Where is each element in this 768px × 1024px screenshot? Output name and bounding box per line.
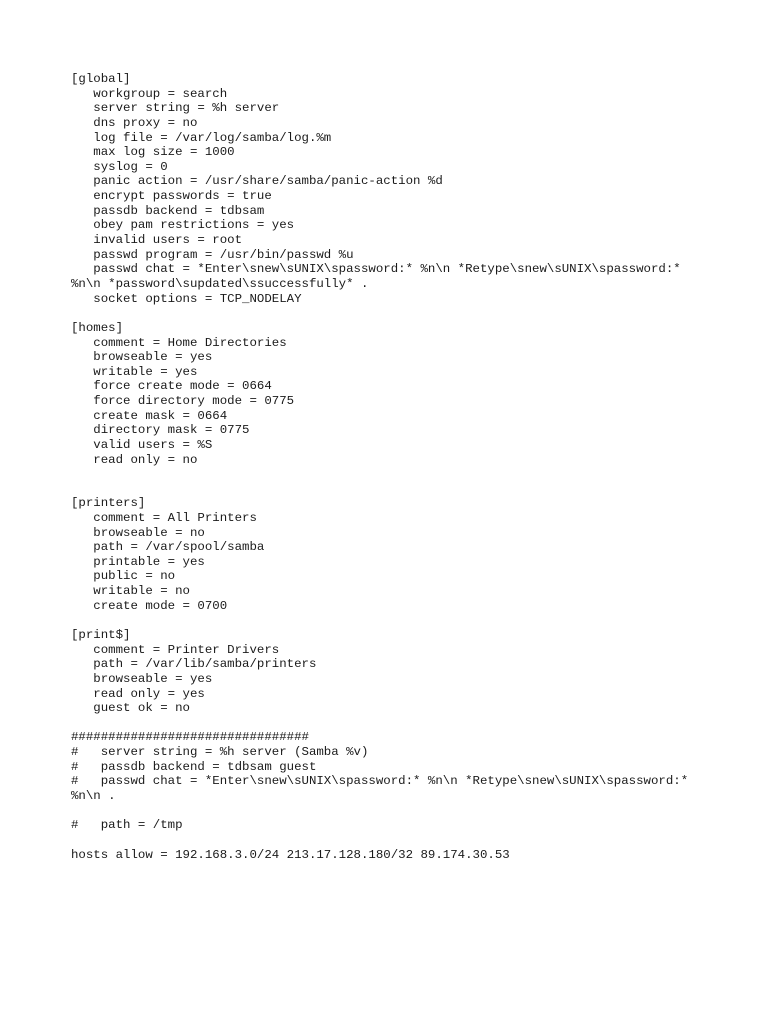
config-line-path: path = /var/spool/samba — [71, 540, 265, 555]
config-line-directory-mask: directory mask = 0775 — [71, 423, 250, 438]
config-line-writable: writable = no — [71, 584, 190, 599]
config-line-encrypt-passwords: encrypt passwords = true — [71, 189, 272, 204]
blank-line — [71, 613, 751, 628]
config-line-writable: writable = yes — [71, 364, 198, 379]
config-line-log-file: log file = /var/log/samba/log.%m — [71, 130, 332, 145]
config-line-comment: comment = Home Directories — [71, 335, 287, 350]
section-homes-header: [homes] — [71, 320, 124, 335]
config-document — [71, 72, 751, 862]
config-line-panic-action: panic action = /usr/share/samba/panic-action %d — [71, 174, 443, 189]
config-line-valid-users: valid users = %S — [71, 438, 213, 453]
config-line-syslog: syslog = 0 — [71, 159, 168, 174]
config-line-force-create-mode: force create mode = 0664 — [71, 379, 272, 394]
config-line-read-only: read only = yes — [71, 686, 205, 701]
config-line-dns-proxy: dns proxy = no — [71, 115, 198, 130]
comment-separator: ################################ — [71, 730, 309, 745]
section-print-drivers-header: [print$] — [71, 628, 131, 642]
comment-line-server-string: # server string = %h server (Samba %v) — [71, 745, 369, 760]
config-line-public: public = no — [71, 569, 176, 584]
config-line-comment: comment = Printer Drivers — [71, 642, 280, 657]
config-line-passwd-program: passwd program = /usr/bin/passwd %u — [71, 247, 354, 262]
comment-line-passdb-backend: # passdb backend = tdbsam guest — [71, 759, 317, 774]
blank-line — [71, 716, 751, 731]
config-line-guest-ok: guest ok = no — [71, 701, 190, 716]
config-line-path: path = /var/lib/samba/printers — [71, 657, 317, 672]
config-line-force-directory-mode: force directory mode = 0775 — [71, 394, 295, 409]
config-line-server-string: server string = %h server — [71, 101, 280, 116]
config-line-browseable: browseable = yes — [71, 350, 213, 365]
config-line-socket-options: socket options = TCP_NODELAY — [71, 291, 302, 306]
config-line-invalid-users: invalid users = root — [71, 233, 243, 248]
config-line-create-mask: create mask = 0664 — [71, 408, 228, 423]
blank-line — [71, 482, 751, 496]
config-line-comment: comment = All Printers — [71, 510, 257, 525]
section-global-header: [global] — [71, 72, 131, 86]
comment-line-path: # path = /tmp — [71, 818, 183, 833]
config-line-passwd-chat-cont: %n\n *password\supdated\ssuccessfully* . — [71, 276, 369, 291]
config-line-create-mode: create mode = 0700 — [71, 598, 228, 613]
config-line-read-only: read only = no — [71, 452, 198, 467]
comment-line-passwd-chat: # passwd chat = *Enter\snew\sUNIX\spassword:* %n\n *Retype\snew\sUNIX\spassword:* — [71, 774, 689, 789]
blank-line — [71, 833, 751, 848]
config-line-browseable: browseable = yes — [71, 671, 213, 686]
config-line-passdb-backend: passdb backend = tdbsam — [71, 203, 265, 218]
blank-line — [71, 804, 751, 819]
config-line-max-log-size: max log size = 1000 — [71, 145, 235, 160]
comment-line-passwd-chat-cont: %n\n . — [71, 789, 116, 804]
config-line-obey-pam: obey pam restrictions = yes — [71, 218, 295, 233]
config-line-printable: printable = yes — [71, 554, 205, 569]
blank-line — [71, 306, 751, 321]
config-line-browseable: browseable = no — [71, 525, 205, 540]
config-line-hosts-allow: hosts allow = 192.168.3.0/24 213.17.128.180/32 89.174.30.53 — [71, 847, 510, 862]
blank-line — [71, 467, 751, 482]
config-line-workgroup: workgroup = search — [71, 86, 228, 101]
config-line-passwd-chat: passwd chat = *Enter\snew\sUNIX\spassword:* %n\n *Retype\snew\sUNIX\spassword:* — [71, 262, 681, 277]
section-printers-header: [printers] — [71, 496, 146, 511]
